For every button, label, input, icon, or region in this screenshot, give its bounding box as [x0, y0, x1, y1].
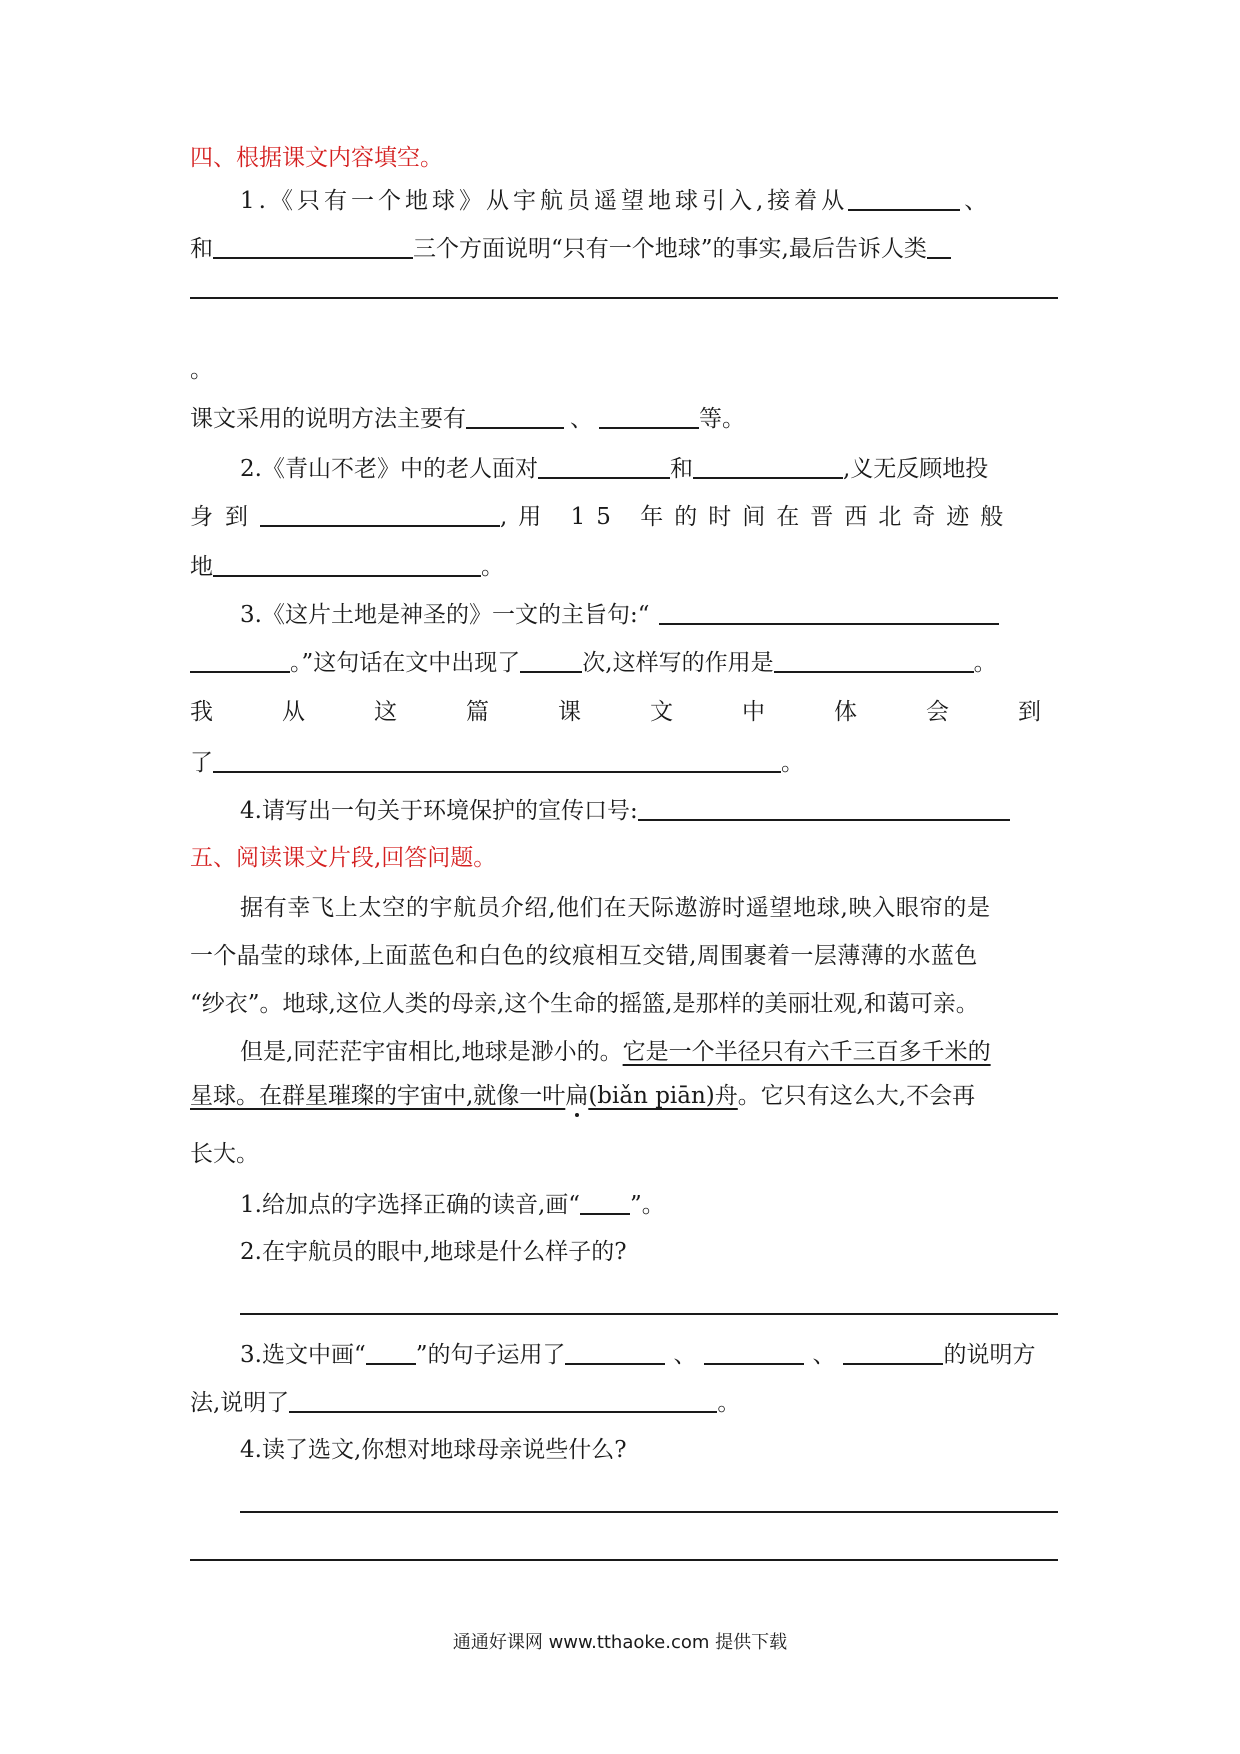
s4-q2-line2: [190, 501, 1014, 532]
answer-blank[interactable]: [213, 551, 481, 577]
s5-q3-line1: [240, 1339, 1035, 1370]
s4-q3-text4a: 了: [190, 750, 213, 776]
s4-q1-period: 。: [190, 357, 213, 383]
s4-q1-sep: 、: [964, 188, 988, 214]
answer-blank[interactable]: [260, 501, 500, 527]
s4-q3-text2b: 次,这样写的作用是: [582, 650, 774, 676]
s4-q2-line3: [190, 551, 504, 582]
s4-q3-line3: 我从这篇课文中体会到: [190, 699, 1110, 725]
answer-line[interactable]: [240, 1511, 1058, 1513]
answer-blank[interactable]: [565, 1339, 665, 1365]
pinyin-options: (biǎn piān)舟: [588, 1083, 738, 1109]
s5-q3-sep: 、: [673, 1342, 697, 1368]
answer-blank[interactable]: [843, 1339, 943, 1365]
underline-sample: [366, 1339, 416, 1365]
s4-q2-line1: [240, 453, 988, 484]
s4-q4-line: [240, 795, 1010, 826]
answer-line[interactable]: [190, 297, 1058, 299]
answer-blank[interactable]: [538, 453, 670, 479]
answer-blank[interactable]: [466, 403, 564, 429]
s4-q3-line2: [190, 647, 997, 678]
s5-q1-text-b: ”。: [630, 1192, 665, 1218]
s4-q1-text5: 课文采用的说明方法主要有: [190, 406, 466, 432]
s4-q3-text1: 3.《这片土地是神圣的》一文的主旨句:“: [240, 602, 650, 628]
passage-p1-line1: 据有幸飞上太空的宇航员介绍,他们在天际遨游时遥望地球,映入眼帘的是: [240, 895, 991, 921]
passage-p2-text2a: 星球。在群星璀璨的宇宙中,就像一叶: [190, 1083, 566, 1109]
answer-line[interactable]: [190, 1559, 1058, 1561]
s4-q3-line1: [240, 599, 999, 630]
passage-p2-text2c: 。它只有这么大,不会再: [737, 1083, 976, 1109]
s4-q1-line1: [240, 185, 987, 216]
answer-blank[interactable]: [774, 647, 974, 673]
s4-q2-text3a: 地: [190, 554, 213, 580]
s5-q1-text-a: 1.给加点的字选择正确的读音,画“: [240, 1192, 581, 1218]
s4-q1-text2a: 和: [190, 236, 213, 262]
answer-blank[interactable]: [213, 747, 781, 773]
s4-q2-text2a: 身到: [190, 504, 260, 530]
answer-blank[interactable]: [520, 647, 582, 673]
passage-p2-line1: [240, 1037, 991, 1067]
passage-p2-line3: 长大。: [190, 1141, 259, 1167]
s4-q2-text1c: ,义无反顾地投: [842, 456, 989, 482]
s5-q3-text2a: 法,说明了: [190, 1390, 290, 1416]
dotted-char: 扁: [565, 1083, 589, 1109]
s4-q1-text2b: 三个方面说明“只有一个地球”的事实,最后告诉人类: [413, 236, 927, 262]
passage-underlined-sentence: 它是一个半径只有六千三百多千米的: [622, 1039, 991, 1065]
s4-q1-text5end: 等。: [699, 406, 745, 432]
passage-p1-line2: 一个晶莹的球体,上面蓝色和白色的纹痕相互交错,周围裹着一层薄薄的水蓝色: [190, 943, 978, 969]
s5-q2-line: 2.在宇航员的眼中,地球是什么样子的?: [240, 1239, 627, 1265]
s5-q3-line2: [190, 1387, 740, 1418]
s4-q3-line4: [190, 747, 804, 778]
answer-line[interactable]: [240, 1313, 1058, 1315]
s5-q1-line: [240, 1189, 665, 1220]
passage-p2-text1a: 但是,同茫茫宇宙相比,地球是渺小的。: [240, 1039, 623, 1065]
s4-q4-text: 4.请写出一句关于环境保护的宣传口号:: [240, 798, 638, 824]
s4-q2-text1a: 2.《青山不老》中的老人面对: [240, 456, 538, 482]
s4-q2-text2b: ,用 15 年的时间在晋西北奇迹般: [500, 504, 1015, 530]
s4-q1-line2: [190, 233, 951, 264]
underline-sample: [580, 1189, 630, 1215]
answer-blank[interactable]: [599, 403, 699, 429]
footer-credit: 通通好课网 www.tthaoke.com 提供下载: [452, 1632, 788, 1653]
s5-q3-text-c: 的说明方: [943, 1342, 1036, 1368]
answer-blank[interactable]: [659, 599, 999, 625]
s5-q3-sep: 、: [812, 1342, 836, 1368]
answer-blank[interactable]: [190, 647, 290, 673]
passage-p2-line2: [190, 1081, 975, 1111]
section4-heading: 四、根据课文内容填空。: [190, 145, 443, 171]
s4-q1-text1: 1.《只有一个地球》从宇航员遥望地球引入,接着从: [240, 188, 849, 214]
passage-underlined-sentence-2: [190, 1083, 738, 1109]
s4-q3-text2a: 。”这句话在文中出现了: [290, 650, 521, 676]
answer-blank[interactable]: [848, 185, 960, 211]
s4-q3-text2c: 。: [973, 650, 997, 676]
s4-q2-text1b: 和: [669, 456, 693, 482]
answer-blank[interactable]: [289, 1387, 717, 1413]
s4-q2-text3b: 。: [481, 554, 504, 580]
s4-q1-line5: [190, 403, 745, 434]
answer-blank[interactable]: [213, 233, 413, 259]
section5-heading: 五、阅读课文片段,回答问题。: [190, 845, 497, 871]
s5-q3-text-b: ”的句子运用了: [415, 1342, 566, 1368]
s4-q3-text4b: 。: [781, 750, 804, 776]
s5-q3-text2b: 。: [717, 1390, 741, 1416]
s5-q3-text-a: 3.选文中画“: [240, 1342, 366, 1368]
answer-blank[interactable]: [927, 233, 951, 259]
answer-blank[interactable]: [638, 795, 1010, 821]
passage-p1-line3: “纱衣”。地球,这位人类的母亲,这个生命的摇篮,是那样的美丽壮观,和蔼可亲。: [190, 991, 979, 1017]
s5-q4-line: 4.读了选文,你想对地球母亲说些什么?: [240, 1437, 627, 1463]
answer-blank[interactable]: [693, 453, 843, 479]
answer-blank[interactable]: [704, 1339, 804, 1365]
s4-q1-sep2: 、: [570, 406, 593, 432]
